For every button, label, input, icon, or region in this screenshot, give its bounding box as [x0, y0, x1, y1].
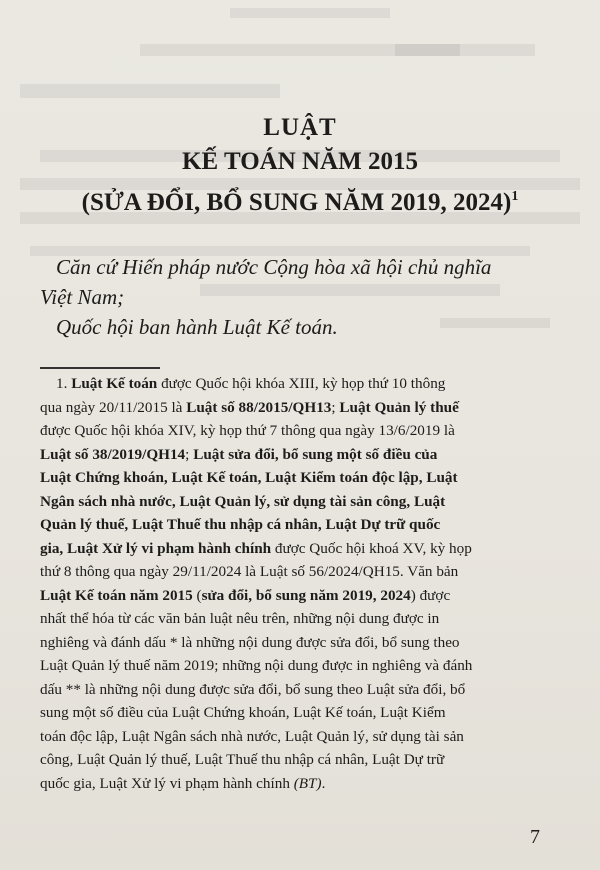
footnote-line [40, 396, 572, 420]
page-number: 7 [530, 826, 540, 848]
footnote-text: được Quốc hội khóa XIII, kỳ họp thứ 10 thông [157, 375, 446, 392]
footnote-line [40, 584, 572, 608]
footnote-text: được Quốc hội khoá XV, kỳ họp [271, 539, 472, 557]
footnote-line [40, 513, 572, 537]
footnote-bold: gia, Luật Xử lý vi phạm hành chính [40, 539, 272, 557]
footnote-text: qua ngày 20/11/2015 là [40, 398, 187, 416]
preamble [40, 252, 570, 342]
footnote-italic: (BT) [293, 774, 322, 792]
footnote-line [40, 490, 572, 514]
footnote-line [40, 466, 572, 490]
footnote-line: công, Luật Quản lý thuế, Luật Thuế thu nhập cá nhân, Luật Dự trữ [40, 751, 445, 768]
law-title-amendments [0, 180, 600, 220]
footnote-text: quốc gia, Luật Xử lý vi phạm hành chính [40, 774, 294, 792]
footnote-text: . [321, 774, 326, 792]
law-title-amendments-text: (SỬA ĐỔI, BỔ SUNG NĂM 2019, 2024) [81, 189, 512, 216]
footnote-bold: Luật sửa đổi, bổ sung một số điều của [193, 445, 438, 463]
footnote-line: nghiêng và đánh dấu * là những nội dung được sửa đổi, bổ sung theo [40, 633, 460, 651]
footnote-bold: Luật số 38/2019/QH14 [40, 445, 186, 463]
law-title-name: KẾ TOÁN NĂM 2015 [182, 148, 418, 175]
footnote-text: ( [192, 586, 202, 604]
footnote [40, 372, 572, 795]
preamble-line-2: Việt Nam; [40, 285, 125, 309]
footnote-line [40, 443, 572, 467]
footnote-line: sung một số điều của Luật Chứng khoán, Luật Kế toán, Luật Kiểm [40, 704, 446, 721]
footnote-line: nhất thể hóa từ các văn bản luật nêu trên, những nội dung được in [40, 610, 440, 627]
footnote-line: thứ 8 thông qua ngày 29/11/2024 là Luật số 56/2024/QH15. Văn bản [40, 563, 459, 580]
preamble-line-1: Căn cứ Hiến pháp nước Cộng hòa xã hội chủ nghĩa [56, 255, 492, 279]
footnote-bold: Luật Kế toán [71, 375, 158, 392]
law-title-block [0, 112, 600, 220]
preamble-line-3: Quốc hội ban hành Luật Kế toán. [56, 315, 338, 339]
footnote-bold: Luật số 88/2015/QH13 [186, 398, 332, 416]
footnote-line [40, 537, 572, 561]
footnote-text: ; [331, 398, 340, 416]
footnote-bold: Luật Kế toán năm 2015 [40, 586, 193, 604]
footnote-line: Luật Quản lý thuế năm 2019; những nội dung được in nghiêng và đánh [40, 657, 473, 674]
footnote-bold: Luật Quản lý thuế [339, 398, 459, 416]
footnote-line: toán độc lập, Luật Ngân sách nhà nước, Luật Quản lý, sử dụng tài sản [40, 727, 464, 745]
footnote-line [40, 772, 572, 796]
footnote-bold: Ngân sách nhà nước, Luật Quản lý, sử dụng tài sản công, Luật [40, 492, 446, 510]
footnote-reference: 1 [511, 189, 519, 204]
footnote-line: được Quốc hội khóa XIV, kỳ họp thứ 7 thông qua ngày 13/6/2019 là [40, 422, 455, 439]
footnote-bold: Quản lý thuế, Luật Thuế thu nhập cá nhân, Luật Dự trữ quốc [40, 516, 441, 533]
footnote-separator [40, 367, 160, 369]
footnote-number: 1. [56, 375, 72, 392]
footnote-bold: Luật Chứng khoán, Luật Kế toán, Luật Kiểm toán độc lập, Luật [40, 469, 458, 486]
footnote-line [40, 372, 572, 396]
footnote-bold: sửa đổi, bổ sung năm 2019, 2024 [201, 586, 411, 604]
law-title-heading: LUẬT [263, 114, 337, 141]
footnote-text: ; [185, 445, 194, 463]
footnote-line: dấu ** là những nội dung được sửa đổi, bổ sung theo Luật sửa đổi, bổ [40, 680, 466, 698]
footnote-text: ) được [410, 586, 451, 604]
